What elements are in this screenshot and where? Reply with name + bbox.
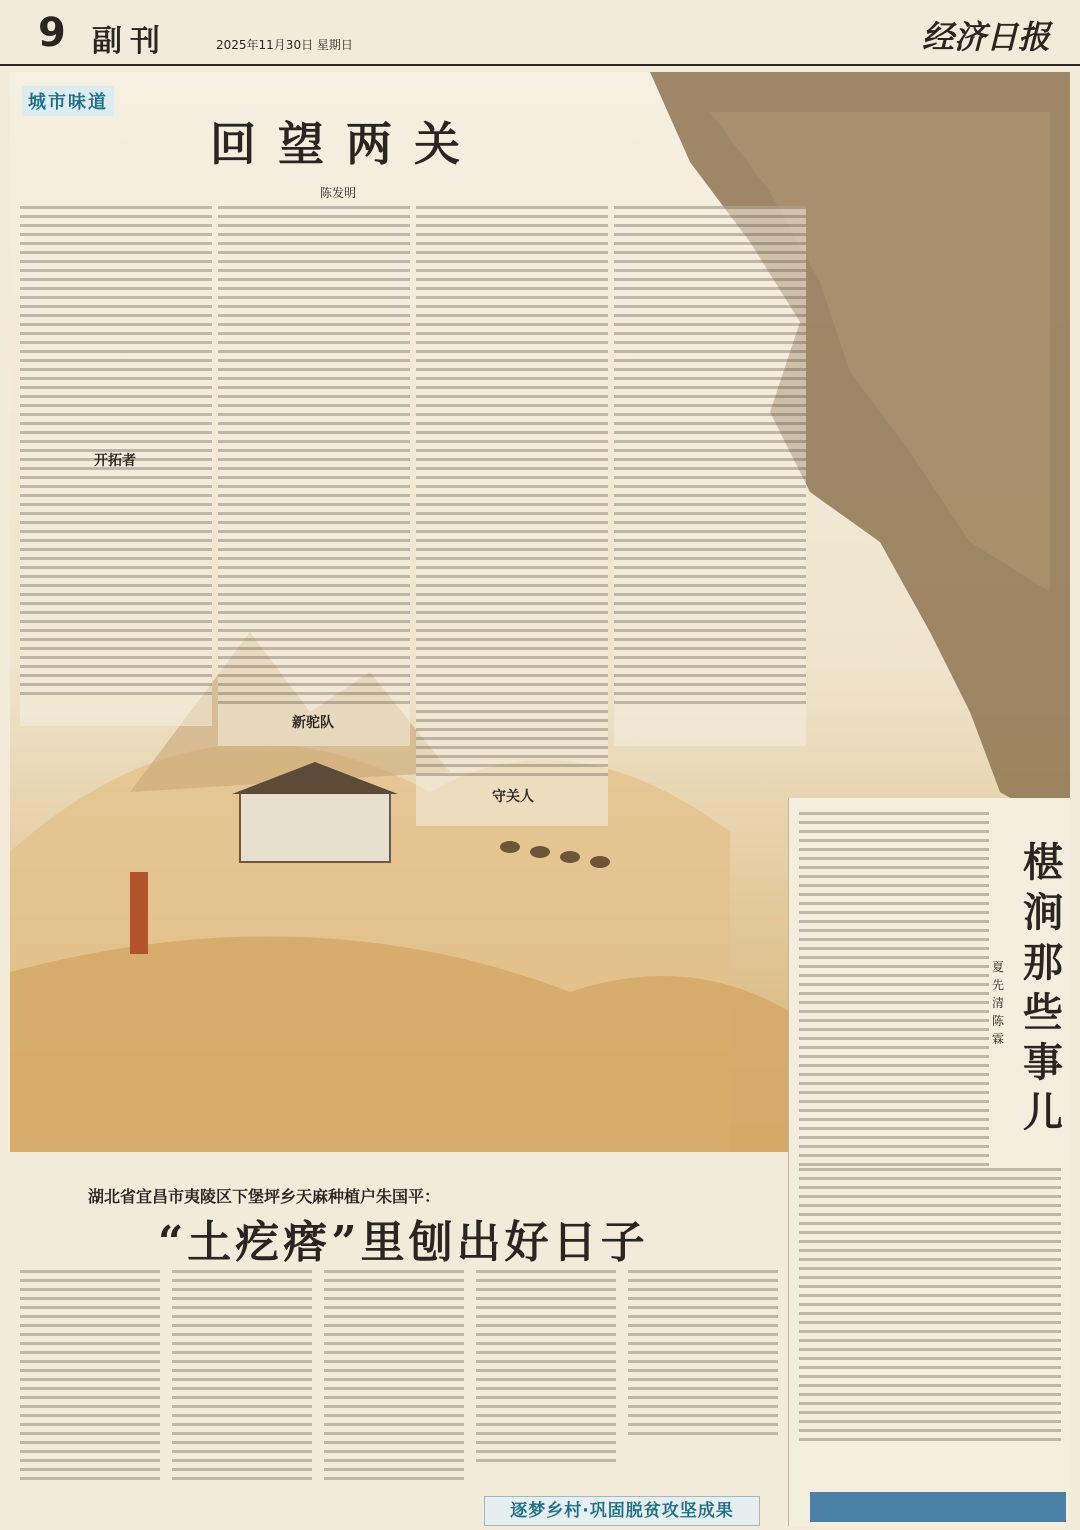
column-tag: 城市味道	[22, 86, 114, 116]
page-number: 9	[38, 10, 66, 56]
bottom-column-1	[20, 1270, 160, 1486]
sidebar-title: 椹涧那些事儿	[1023, 839, 1063, 1136]
feature-column-2	[218, 206, 410, 746]
editor-credits-strip	[810, 1492, 1066, 1522]
subhead-new-caravan: 新驼队	[292, 715, 334, 731]
feature-title: 回望两关	[210, 117, 482, 171]
feature-column-3	[416, 206, 608, 826]
bottom-column-2	[172, 1270, 312, 1486]
series-banner	[484, 1496, 760, 1526]
subhead-pass-guardians: 守关人	[492, 789, 534, 805]
bottom-column-5	[628, 1270, 778, 1441]
bottom-story-kicker: 湖北省宜昌市夷陵区下堡坪乡天麻种植户朱国平：	[88, 1187, 441, 1206]
feature-column-4	[614, 206, 806, 746]
bottom-story-title: “土疙瘩”里刨出好日子	[158, 1217, 649, 1268]
bottom-story-body	[20, 1270, 780, 1490]
bottom-column-3	[324, 1270, 464, 1486]
paper-logo: 经济日报	[921, 18, 1050, 56]
bottom-column-4	[476, 1270, 616, 1468]
series-banner-label: 逐梦乡村·巩固脱贫攻坚成果	[510, 1501, 734, 1521]
issue-date: 2025年11月30日 星期日	[216, 38, 353, 52]
feature-byline: 陈发明	[320, 186, 357, 200]
masthead	[0, 0, 1080, 66]
section-name: 副刊	[92, 24, 168, 59]
sidebar-body-wide	[799, 1168, 1061, 1447]
subhead-pioneers: 开拓者	[94, 453, 136, 469]
sidebar-body	[799, 812, 989, 1172]
sidebar-authors: 夏先清 陈霖	[991, 960, 1004, 1046]
